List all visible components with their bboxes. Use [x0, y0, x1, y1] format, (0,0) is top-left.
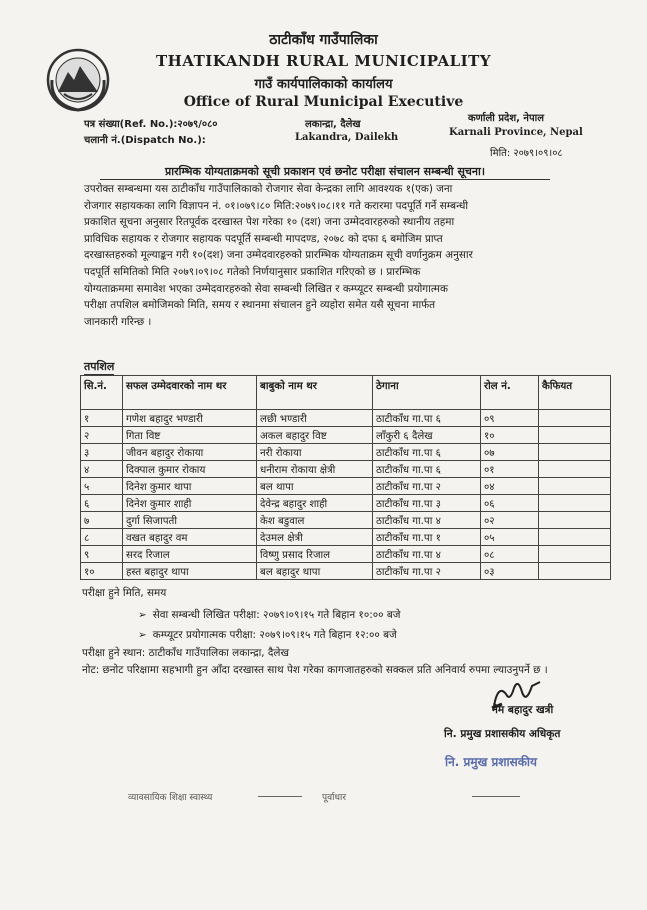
table-cell: ०६ — [481, 495, 539, 512]
footer-left: व्यावसायिक शिक्षा स्वास्थ्य — [128, 793, 213, 803]
table-cell: जीवन बहादुर रोकाया — [123, 444, 257, 461]
table-cell: ०२ — [481, 512, 539, 529]
table-cell: १० — [81, 563, 123, 580]
body-line: जानकारी गरिन्छ । — [84, 315, 152, 328]
table-header: सि.नं. — [81, 376, 123, 410]
table-cell — [539, 427, 611, 444]
table-row — [81, 512, 611, 529]
table-cell: ०३ — [481, 563, 539, 580]
table-header: बाबुको नाम थर — [257, 376, 373, 410]
table-cell: ९ — [81, 546, 123, 563]
table-cell — [539, 461, 611, 478]
table-cell: देउमल क्षेत्री — [257, 529, 373, 546]
body-line: पदपूर्ति समितिको मिति २०७९।०९।०८ गतेको निर्णयानुसार प्रकाशित गरिएको छ । प्रारम्भिक — [84, 265, 421, 278]
exam-venue: परीक्षा हुने स्थान: ठाटीकाँध गाउँपालिका लकान्द्रा, दैलेख — [82, 647, 289, 659]
table-cell: ठाटीकाँध गा.पा ४ — [373, 546, 481, 563]
footer-middle: पूर्वाधार — [322, 793, 346, 803]
table-cell: हस्त बहादुर थापा — [123, 563, 257, 580]
table-cell: ठाटीकाँध गा.पा ४ — [373, 512, 481, 529]
table-cell: ०९ — [481, 410, 539, 427]
table-cell: ठाटीकाँध गा.पा १ — [373, 529, 481, 546]
municipality-english-name: THATIKANDH RURAL MUNICIPALITY — [155, 52, 492, 70]
candidate-table — [80, 375, 611, 580]
notice-subject: प्रारम्भिक योग्यताक्रमको सूची प्रकाशन एवं छनोट परीक्षा संचालन सम्बन्धी सूचना। — [100, 164, 550, 180]
table-cell: गणेश बहादुर भण्डारी — [123, 410, 257, 427]
table-cell: ५ — [81, 478, 123, 495]
table-cell: ४ — [81, 461, 123, 478]
table-cell: देवेन्द्र बहादुर शाही — [257, 495, 373, 512]
table-header: कैफियत — [539, 376, 611, 410]
body-line: रोजगार सहायकका लागि विज्ञापन नं. ०१।०७९।८० मिति:२०७९।०८।११ गते करारमा पदपूर्ति गर्ने सम्बन्धी — [84, 199, 469, 212]
office-nepali: गाउँ कार्यपालिकाको कार्यालय — [254, 77, 393, 92]
location-english: Lakandra, Dailekh — [295, 132, 399, 143]
arrow-icon: ➢ — [138, 629, 147, 641]
note: नोट: छनोट परिक्षामा सहभागी हुन आँदा दरखास्त साथ पेश गरेका कागजातहरुको सक्कल प्रति अनिवार्य रुपमा ल्याउनुपर्ने छ । — [82, 664, 548, 676]
province-english: Karnali Province, Nepal — [449, 127, 583, 138]
table-cell: नरी रोकाया — [257, 444, 373, 461]
table-row — [81, 529, 611, 546]
body-line: उपरोक्त सम्बन्धमा यस ठाटीकाँध गाउँपालिकाको रोजगार सेवा केन्द्रका लागि आवश्यक १(एक) जना — [84, 183, 453, 195]
municipality-nepali-name: ठाटीकाँध गाउँपालिका — [269, 32, 378, 48]
table-cell: ठाटीकाँध गा.पा २ — [373, 478, 481, 495]
footer-divider — [258, 796, 302, 797]
notice-body — [84, 181, 582, 330]
arrow-icon: ➢ — [138, 609, 147, 621]
table-cell — [539, 512, 611, 529]
body-line: प्रकाशित सूचना अनुसार रितपूर्वक दरखास्त पेश गरेका १० (दश) जना उम्मेदवारहरुको स्थानीय तहमा — [84, 216, 455, 229]
date: मिति: २०७९।०९।०८ — [490, 148, 563, 159]
table-cell: ठाटीकाँध गा.पा ६ — [373, 444, 481, 461]
table-cell: विष्णु प्रसाद रिजाल — [257, 546, 373, 563]
table-cell: दिक्पाल कुमार रोकाय — [123, 461, 257, 478]
table-header: सफल उम्मेदवारको नाम थर — [123, 376, 257, 410]
table-cell: गिता विष्ट — [123, 427, 257, 444]
table-cell: बल बहादुर थापा — [257, 563, 373, 580]
table-cell — [539, 444, 611, 461]
dispatch-number: चलानी नं.(Dispatch No.): — [84, 135, 206, 146]
table-cell: ०५ — [481, 529, 539, 546]
exam-computer-text: कम्प्यूटर प्रयोगात्मक परीक्षा: २०७९।०९।१५ गते बिहान १२:०० बजे — [152, 629, 397, 641]
table-cell: वखत बहादुर वम — [123, 529, 257, 546]
table-cell: बल थापा — [257, 478, 373, 495]
table-cell: धनीराम रोकाया क्षेत्री — [257, 461, 373, 478]
table-cell: सरद रिजाल — [123, 546, 257, 563]
table-cell: ०१ — [481, 461, 539, 478]
table-cell: ८ — [81, 529, 123, 546]
exam-written — [138, 608, 401, 622]
location-nepali: लकान्द्रा, दैलेख — [305, 119, 361, 130]
signatory-name: नेम बहादुर खत्री — [492, 704, 554, 716]
table-cell: दिनेश कुमार थापा — [123, 478, 257, 495]
table-cell — [539, 546, 611, 563]
body-line: परीक्षा तपशिल बमोजिमको मिति, समय र स्थानमा संचालन हुने व्यहोरा समेत यसै सूचना मार्फत — [84, 299, 436, 312]
table-cell: २ — [81, 427, 123, 444]
table-cell: ठाटीकाँध गा.पा २ — [373, 563, 481, 580]
ref-number: पत्र संख्या(Ref. No.):२०७९/०८० — [84, 119, 218, 130]
table-cell — [539, 529, 611, 546]
table-header: ठेगाना — [373, 376, 481, 410]
footer-divider — [472, 796, 520, 797]
details-heading: तपशिल — [84, 360, 115, 373]
table-cell: अकल बहादुर विष्ट — [257, 427, 373, 444]
table-cell: १ — [81, 410, 123, 427]
province-nepali: कर्णाली प्रदेश, नेपाल — [468, 113, 545, 124]
table-row — [81, 546, 611, 563]
table-cell: ०७ — [481, 444, 539, 461]
signatory-title: नि. प्रमुख प्रशासकीय अधिकृत — [444, 728, 561, 740]
table-cell: लछी भण्डारी — [257, 410, 373, 427]
table-cell — [539, 563, 611, 580]
table-cell: ०४ — [481, 478, 539, 495]
body-line: प्राविधिक सहायक र रोजगार सहायक पदपूर्ति सम्बन्धी मापदण्ड, २०७८ को दफा ६ बमोजिम प्राप्त — [84, 232, 443, 245]
table-row — [81, 444, 611, 461]
table-header: रोल नं. — [481, 376, 539, 410]
exam-heading: परीक्षा हुने मिति, समय — [82, 587, 167, 599]
table-row — [81, 427, 611, 444]
table-cell: दिनेश कुमार शाही — [123, 495, 257, 512]
exam-computer — [138, 628, 397, 642]
table-cell: ०८ — [481, 546, 539, 563]
table-cell: ठाटीकाँध गा.पा ६ — [373, 461, 481, 478]
table-cell — [539, 410, 611, 427]
table-cell: ठाटीकाँध गा.पा ६ — [373, 410, 481, 427]
table-cell: ७ — [81, 512, 123, 529]
table-cell: ६ — [81, 495, 123, 512]
table-row — [81, 478, 611, 495]
table-row — [81, 410, 611, 427]
table-cell: लाँकुरी ६ दैलेख — [373, 427, 481, 444]
table-cell: केश बडुवाल — [257, 512, 373, 529]
table-cell: ठाटीकाँध गा.पा ३ — [373, 495, 481, 512]
exam-written-text: सेवा सम्बन्धी लिखित परीक्षा: २०७९।०९।१५ गते बिहान १०:०० बजे — [152, 609, 401, 621]
body-line: दरखास्तहरुको मूल्याङ्कन गरी १०(दश) जना उम्मेदवारहरुको प्रारम्भिक योग्यताक्रम सूची वर्णानुक्रम अनुसार — [84, 249, 473, 262]
table-cell — [539, 495, 611, 512]
table-cell — [539, 478, 611, 495]
office-stamp: नि. प्रमुख प्रशासकीय — [445, 755, 537, 769]
body-line: योग्यताक्रममा समावेश भएका उम्मेदवारहरुको सेवा सम्बन्धी लिखित र कम्प्यूटर सम्बन्धी प्रयोगात्मक — [84, 282, 448, 295]
table-row — [81, 495, 611, 512]
table-cell: ३ — [81, 444, 123, 461]
table-row — [81, 563, 611, 580]
table-cell: १० — [481, 427, 539, 444]
table-cell: दुर्गा सिजापती — [123, 512, 257, 529]
office-english: Office of Rural Municipal Executive — [183, 94, 464, 110]
table-row — [81, 461, 611, 478]
